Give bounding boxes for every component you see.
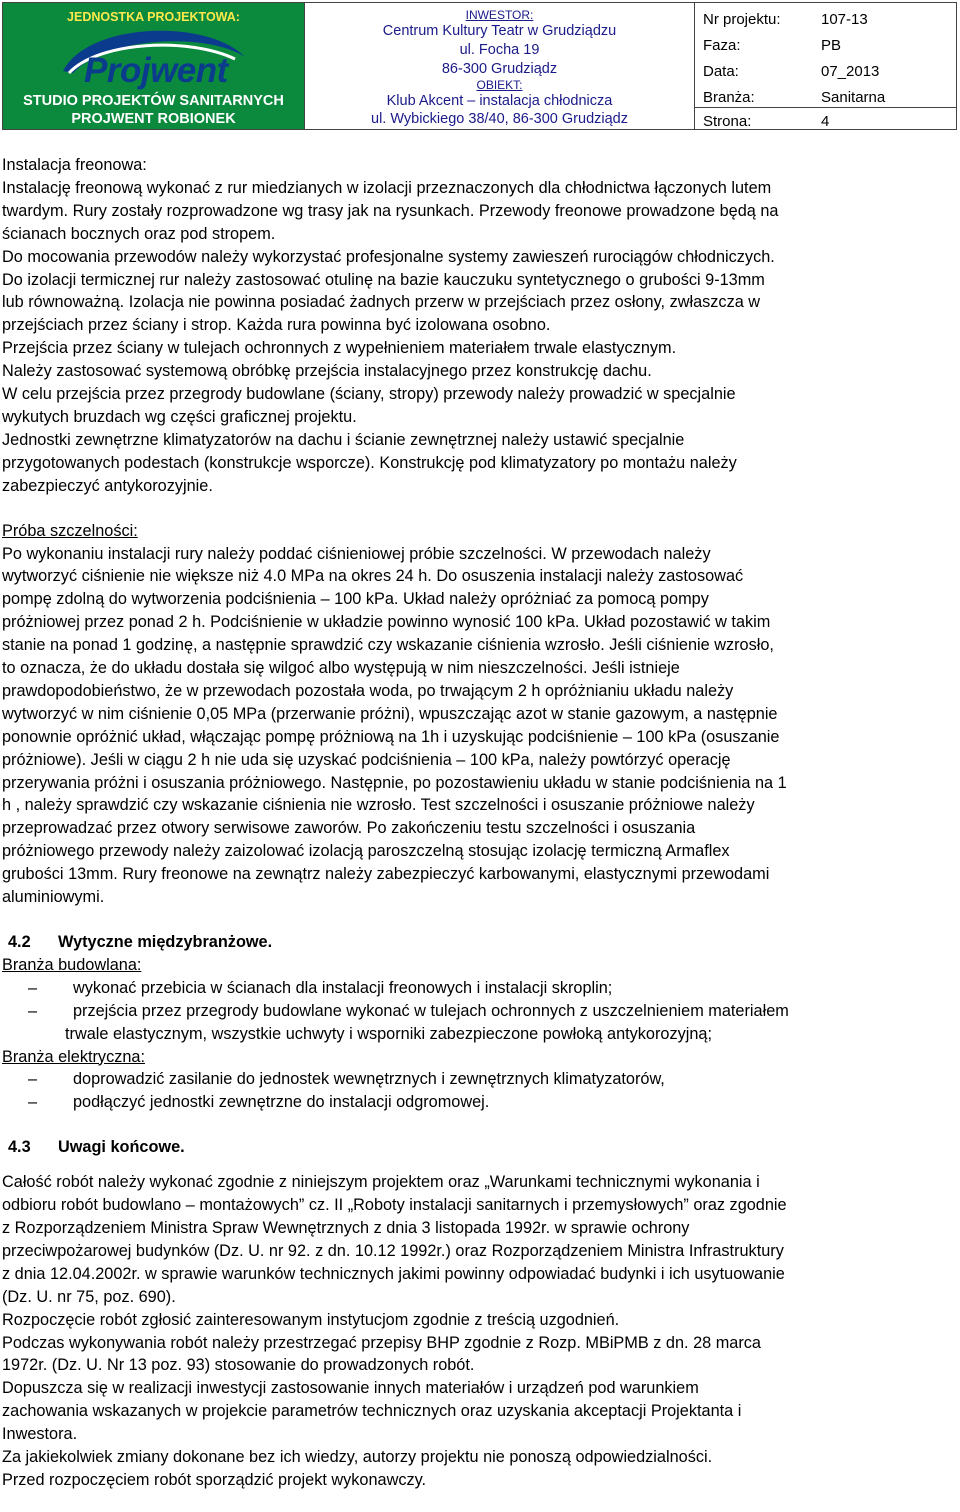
leak-test-heading: Próba szczelności:	[2, 521, 138, 540]
object-label: OBIEKT:	[476, 78, 523, 92]
meta-label: Nr projektu:	[703, 11, 781, 28]
section-title: Uwagi końcowe.	[58, 1138, 185, 1157]
meta-label: Data:	[703, 63, 739, 80]
freon-line: zabezpieczyć antykorozyjnie.	[2, 476, 213, 495]
section-number: 4.3	[8, 1138, 31, 1157]
leak-test-line: przerywania próżni i osuszania próżniowego. Następnie, po pozostawieniu układu w stanie podciśnienia na 1	[2, 773, 787, 792]
freon-heading: Instalacja freonowa:	[2, 156, 147, 174]
final-remarks-line: (Dz. U. nr 75, poz. 690).	[2, 1287, 176, 1306]
document-body	[2, 154, 956, 1492]
design-unit-panel	[3, 3, 305, 129]
title-block	[2, 2, 957, 130]
electrical-item	[2, 1068, 956, 1091]
leak-test-line: pompę zdolną do wytworzenia podciśnienia – 100 kPa. Układ należy opróżniać za pomocą pompy	[2, 590, 709, 609]
final-remarks-line: Przed rozpoczęciem robót sporządzić projekt wykonawczy.	[2, 1470, 427, 1489]
meta-value: Sanitarna	[821, 89, 886, 106]
studio-name: STUDIO PROJEKTÓW SANITARNYCH	[23, 93, 284, 109]
freon-line: Przejścia przez ściany w tulejach ochronnych z wypełnieniem materiałem trwale elastycznym.	[2, 339, 677, 358]
meta-label: Branża:	[703, 89, 755, 106]
section-4-2-heading	[2, 931, 956, 954]
final-remarks-line: odbioru robót budowlano – montażowych” cz. II „Roboty instalacji sanitarnych i przemysłowych” oraz zgodnie	[2, 1196, 787, 1215]
item-text: doprowadzić zasilanie do jednostek wewnętrznych i zewnętrznych klimatyzatorów,	[73, 1070, 665, 1089]
item-text: przejścia przez przegrody budowlane wykonać w tulejach ochronnych z uszczelnieniem materiałem	[73, 1001, 789, 1020]
meta-label: Faza:	[703, 37, 741, 54]
freon-line: przygotowanych podestach (konstrukcje wsporcze). Konstrukcję pod klimatyzatory po montażu należy	[2, 453, 737, 472]
section-title: Wytyczne międzybranżowe.	[58, 933, 273, 951]
final-remarks-line: z dnia 12.04.2002r. w sprawie warunków technicznych jakimi powinny odpowiadać budynki i ich usytuowanie	[2, 1264, 785, 1283]
leak-test-line: przeprowadzać przez otwory serwisowe zaworów. Po zakończeniu testu szczelności i osuszania	[2, 819, 696, 838]
section-4-3-heading	[2, 1136, 956, 1159]
meta-phase	[695, 32, 957, 58]
final-remarks-line: Dopuszcza się w realizacji inwestycji zastosowanie innych materiałów i urządzeń pod warunkiem	[2, 1379, 699, 1398]
leak-test-line: próżniowej przez ponad 2 h. Podciśnienie w układzie powinno wynosić 100 kPa. Układ pozostawić w takim	[2, 613, 771, 632]
meta-label: Strona:	[703, 113, 752, 130]
investor-object-panel	[305, 3, 695, 129]
leak-test-line: Po wykonaniu instalacji rury należy poddać ciśnieniowej próbie szczelności. W przewodach należy	[2, 544, 711, 563]
bullet-dash: –	[28, 978, 38, 997]
final-remarks-line: przeciwpożarowej budynków (Dz. U. nr 92. z dn. 10.12 1992r.) oraz Rozporządzeniem Ministra Infrastruktury	[2, 1241, 784, 1260]
meta-value: 4	[821, 113, 830, 130]
freon-line: ścianach bocznych oraz pod stropem.	[2, 224, 276, 243]
final-remarks-line: Rozpoczęcie robót zgłosić zainteresowanym instytucjom zgodnie z treścią uzgodnień.	[2, 1310, 620, 1329]
meta-value: 07_2013	[821, 63, 880, 80]
freon-line: przejściach przez ściany i strop. Każda rura powinna być izolowana osobno.	[2, 316, 551, 335]
design-unit-label: JEDNOSTKA PROJEKTOWA:	[67, 10, 240, 24]
final-remarks-line: z Rozporządzeniem Ministra Spraw Wewnętrznych z dnia 3 listopada 1992r. w sprawie ochrony	[2, 1218, 690, 1237]
freon-line: twardym. Rury zostały rozprowadzone wg trasy jak na rysunkach. Przewody freonowe prowadzone będą na	[2, 201, 779, 220]
leak-test-line: próżniowego przewody należy zaizolować izolacją paroszczelną stosując izolację termiczną Armaflex	[2, 842, 730, 861]
section-number: 4.2	[8, 933, 31, 951]
freon-line: Do izolacji termicznej rur należy zastosować otulinę na bazie kauczuku syntetycznego o grubości 9-13mm	[2, 270, 765, 289]
electrical-item	[2, 1091, 956, 1114]
leak-test-line: to oznacza, że do układu dostała się wilgoć albo występują w nim nieszczelności. Jeśli istnieje	[2, 659, 680, 678]
investor-label: INWESTOR:	[465, 8, 534, 22]
freon-line: Jednostki zewnętrzne klimatyzatorów na dachu i ścianie zewnętrznej należy ustawić specjalnie	[2, 430, 685, 449]
final-remarks-line: zachowania wskazanych w projekcie parametrów technicznych oraz uzyskania akceptacji Projektanta i	[2, 1402, 742, 1421]
final-remarks-line: Inwestora.	[2, 1425, 78, 1444]
freon-line: lub równoważną. Izolacja nie powinna posiadać żadnych przerw w przejściach przez osłony, zwłaszcza w	[2, 293, 761, 312]
bullet-dash: –	[28, 1093, 38, 1112]
freon-line: Instalację freonową wykonać z rur miedzianych w izolacji przeznaczonych dla chłodnictwa łączonych lutem	[2, 178, 772, 197]
meta-value: PB	[821, 37, 842, 54]
meta-page	[695, 107, 957, 134]
construction-heading: Branża budowlana:	[2, 955, 142, 974]
project-meta-panel	[695, 3, 956, 129]
leak-test-line: stanie na ponad 1 godzinę, a następnie sprawdzić czy wskazanie ciśnienia wzrosło. Jeśli ciśnienie wzrosło,	[2, 636, 774, 655]
leak-test-line: próżniowe). Jeśli w ciągu 2 h nie uda się uzyskać podciśnienia – 100 kPa, należy powtórzyć operację	[2, 750, 731, 769]
final-remarks-line: Podczas wykonywania robót należy przestrzegać przepisy BHP zgodnie z Rozp. MBiPMB z dn. 28 marca	[2, 1333, 761, 1352]
leak-test-line: grubości 13mm. Rury freonowe na zewnątrz należy zabezpieczyć karbowanymi, elastycznymi przewodami	[2, 865, 770, 884]
item-text: wykonać przebicia w ścianach dla instalacji freonowych i instalacji skroplin;	[73, 978, 613, 997]
leak-test-line: ponownie opróżnić układ, włączając pompę próżniową na 1h i uzyskując podciśnienie – 100 kPa (osuszanie	[2, 727, 780, 746]
company-name: PROJWENT ROBIONEK	[71, 111, 236, 127]
freon-line: wykutych bruzdach wg części graficznej projektu.	[2, 407, 357, 426]
logo-text: Projwent	[84, 51, 228, 90]
leak-test-line: aluminiowymi.	[2, 888, 105, 907]
freon-line: W celu przejścia przez przegrody budowlane (ściany, stropy) przewody należy prowadzić w specjalnie	[2, 385, 736, 404]
leak-test-line: wytworzyć ciśnienie nie większe niż 4.0 MPa na okres 24 h. Do osuszenia instalacji należy zastosować	[2, 567, 744, 586]
object-name: Klub Akcent – instalacja chłodnicza	[386, 93, 613, 109]
construction-item	[2, 977, 956, 1000]
bullet-dash: –	[28, 1001, 38, 1020]
final-remarks-line: Za jakiekolwiek zmiany dokonane bez ich wiedzy, autorzy projektu nie ponoszą odpowiedzialności.	[2, 1448, 713, 1467]
investor-address-city: 86-300 Grudziądz	[441, 61, 558, 77]
freon-line: Należy zastosować systemową obróbkę przejścia instalacyjnego przez konstrukcję dachu.	[2, 362, 652, 381]
item-text: podłączyć jednostki zewnętrzne do instalacji odgromowej.	[73, 1093, 490, 1112]
investor-name: Centrum Kultury Teatr w Grudziądzu	[382, 23, 617, 39]
leak-test-line: wytworzyć w nim ciśnienie 0,05 MPa (przerwanie próżni), wpuszczając azot w stanie gazowym, a następnie	[2, 704, 778, 723]
meta-project-number	[695, 6, 957, 32]
investor-address-street: ul. Focha 19	[459, 42, 540, 58]
leak-test-line: prawdopodobieństwo, że w przewodach pozostała woda, po trwającym 2 h opróżnianiu układu należy	[2, 681, 734, 700]
leak-test-line: h , należy sprawdzić czy wskazanie ciśnienia nie wzrosło. Test szczelności i osuszanie próżniowe należy	[2, 796, 755, 815]
final-remarks-line: Całość robót należy wykonać zgodnie z niniejszym projektem oraz „Warunkami technicznymi wykonania i	[2, 1173, 760, 1192]
meta-value: 107-13	[821, 11, 868, 28]
freon-line: Do mocowania przewodów należy wykorzystać profesjonalne systemy zawieszeń rurociągów chłodniczych.	[2, 247, 775, 266]
final-remarks-line: 1972r. (Dz. U. Nr 13 poz. 93) stosowanie do prowadzonych robót.	[2, 1356, 475, 1375]
construction-item	[2, 1000, 956, 1046]
item-text-continuation: trwale elastycznym, wszystkie uchwyty i wsporniki zabezpieczone powłoką antykorozyjną;	[65, 1024, 712, 1043]
object-address: ul. Wybickiego 38/40, 86-300 Grudziądz	[371, 111, 628, 127]
meta-date	[695, 58, 957, 84]
electrical-heading: Branża elektryczna:	[2, 1047, 145, 1066]
bullet-dash: –	[28, 1070, 38, 1089]
